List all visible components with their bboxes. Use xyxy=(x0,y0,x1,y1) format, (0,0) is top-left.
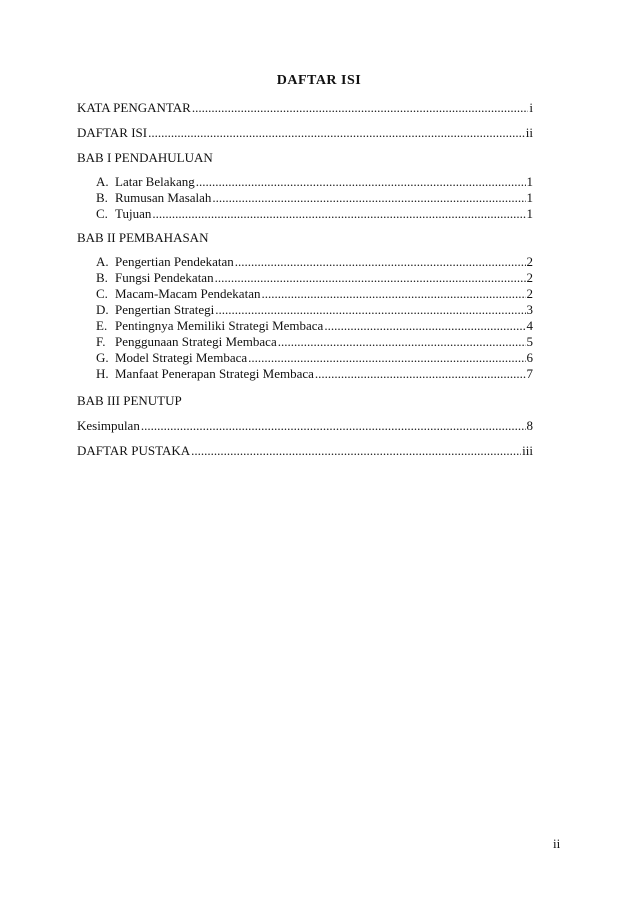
table-of-contents xyxy=(77,100,533,459)
toc-entry-tujuan[interactable] xyxy=(96,206,533,222)
toc-entry-penggunaan-strategi[interactable] xyxy=(96,334,533,350)
item-letter: F. xyxy=(96,334,106,349)
toc-entry-kesimpulan[interactable] xyxy=(77,418,533,434)
toc-entry-label: Macam-Macam Pendekatan xyxy=(115,286,261,301)
dot-leader xyxy=(192,100,529,116)
item-letter: A. xyxy=(96,254,109,269)
toc-entry-page: ii xyxy=(525,125,533,140)
toc-entry-page: 4 xyxy=(526,318,533,333)
toc-entry-label: Model Strategi Membaca xyxy=(115,350,248,365)
footer-page-number: ii xyxy=(553,836,561,851)
toc-entry-latar-belakang[interactable] xyxy=(96,174,533,190)
dot-leader xyxy=(215,302,525,318)
toc-entry-daftar-pustaka[interactable] xyxy=(77,443,533,459)
toc-entry-model-strategi[interactable] xyxy=(96,350,533,366)
item-letter: C. xyxy=(96,286,108,301)
toc-entry-label: Penggunaan Strategi Membaca xyxy=(115,334,277,349)
toc-entry-page: i xyxy=(529,100,533,115)
page-title: DAFTAR ISI xyxy=(276,73,362,88)
dot-leader xyxy=(212,190,525,206)
toc-entry-pengertian-pendekatan[interactable] xyxy=(96,254,533,270)
toc-entry-label: Manfaat Penerapan Strategi Membaca xyxy=(115,366,314,381)
toc-entry-page: 2 xyxy=(526,254,533,269)
toc-entry-page: 1 xyxy=(526,206,533,221)
item-letter: A. xyxy=(96,174,109,189)
toc-entry-pentingnya-strategi[interactable] xyxy=(96,318,533,334)
chapter-heading-bab1: BAB I PENDAHULUAN xyxy=(77,150,213,165)
item-letter: H. xyxy=(96,366,109,381)
toc-entry-label: Fungsi Pendekatan xyxy=(115,270,214,285)
toc-entry-macam-macam-pendekatan[interactable] xyxy=(96,286,533,302)
chapter-heading-bab2: BAB II PEMBAHASAN xyxy=(77,230,209,245)
toc-entry-label: KATA PENGANTAR xyxy=(77,100,191,115)
toc-entry-daftar-isi[interactable] xyxy=(77,125,533,141)
toc-entry-fungsi-pendekatan[interactable] xyxy=(96,270,533,286)
dot-leader xyxy=(152,206,525,222)
dot-leader xyxy=(191,443,521,459)
dot-leader xyxy=(215,270,526,286)
toc-entry-page: 3 xyxy=(526,302,533,317)
dot-leader xyxy=(141,418,526,434)
dot-leader xyxy=(324,318,525,334)
toc-entry-kata-pengantar[interactable] xyxy=(77,100,533,116)
bab2-list xyxy=(77,254,533,382)
item-letter: D. xyxy=(96,302,109,317)
toc-entry-page: 6 xyxy=(526,350,533,365)
toc-entry-page: 8 xyxy=(526,418,533,433)
toc-entry-page: iii xyxy=(522,443,533,458)
toc-entry-page: 2 xyxy=(526,270,533,285)
item-letter: B. xyxy=(96,190,108,205)
chapter-heading-bab3: BAB III PENUTUP xyxy=(77,393,182,408)
dot-leader xyxy=(235,254,526,270)
item-letter: E. xyxy=(96,318,108,333)
toc-entry-page: 5 xyxy=(526,334,533,349)
dot-leader xyxy=(248,350,525,366)
dot-leader xyxy=(315,366,526,382)
dot-leader xyxy=(261,286,525,302)
toc-entry-label: Tujuan xyxy=(115,206,152,221)
dot-leader xyxy=(278,334,526,350)
toc-entry-label: Latar Belakang xyxy=(115,174,195,189)
item-letter: B. xyxy=(96,270,108,285)
toc-entry-label: Pentingnya Memiliki Strategi Membaca xyxy=(115,318,324,333)
toc-entry-label: Kesimpulan xyxy=(77,418,140,433)
dot-leader xyxy=(148,125,525,141)
toc-entry-label: DAFTAR ISI xyxy=(77,125,148,140)
toc-entry-label: DAFTAR PUSTAKA xyxy=(77,443,191,458)
item-letter: G. xyxy=(96,350,109,365)
bab1-list xyxy=(77,174,533,222)
toc-entry-label: Rumusan Masalah xyxy=(115,190,212,205)
toc-entry-page: 1 xyxy=(526,190,533,205)
toc-entry-label: Pengertian Strategi xyxy=(115,302,215,317)
item-letter: C. xyxy=(96,206,108,221)
toc-entry-page: 1 xyxy=(526,174,533,189)
toc-entry-label: Pengertian Pendekatan xyxy=(115,254,234,269)
toc-entry-page: 7 xyxy=(526,366,533,381)
dot-leader xyxy=(196,174,526,190)
toc-entry-page: 2 xyxy=(526,286,533,301)
toc-entry-manfaat-penerapan[interactable] xyxy=(96,366,533,382)
toc-entry-rumusan-masalah[interactable] xyxy=(96,190,533,206)
toc-entry-pengertian-strategi[interactable] xyxy=(96,302,533,318)
